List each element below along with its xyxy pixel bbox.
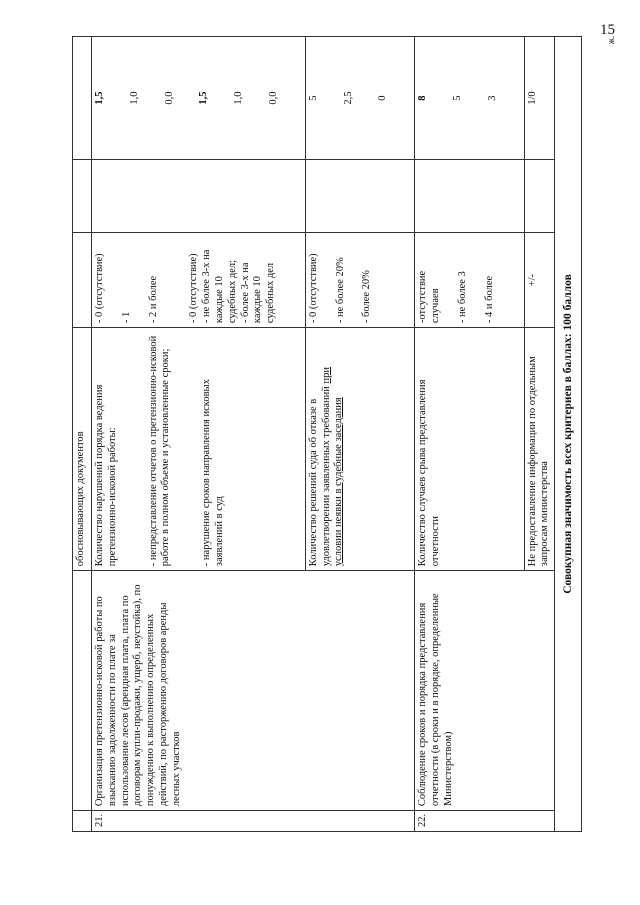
scale-cell: +/-: [524, 233, 555, 328]
scale-cell: [415, 233, 524, 328]
scale-item: - не более 3-х на каждые 10 судебных дел;: [201, 249, 238, 324]
score-value: 0: [377, 95, 389, 101]
header-cell-weight: [73, 160, 92, 233]
scale-item: - 0 (отсутствие): [94, 253, 105, 324]
score-value: 1,0: [233, 91, 245, 105]
row-number: 21.: [92, 811, 415, 832]
scale-item: - 1: [120, 311, 132, 324]
weight-cell: [92, 160, 306, 233]
score-value: 0,0: [267, 91, 279, 105]
indicator-item: - непредставление отчетов о претензионно-исковой работе в полном объеме и установленные сроки;: [147, 335, 172, 567]
table-row-21a: [92, 37, 306, 832]
score-cell: [305, 37, 414, 160]
criteria-table: [72, 36, 582, 832]
header-cell-num: [73, 811, 92, 832]
weight-cell: [415, 160, 524, 233]
header-cell-name: [73, 571, 92, 811]
score-value: 0,0: [163, 91, 175, 105]
score-value: 1/0: [524, 37, 555, 160]
scale-item: - 2 и более: [147, 275, 159, 324]
indicator-item: - нарушение сроков направления исковых заявлений в суд: [201, 379, 225, 567]
header-cell-docs: обосновывающих документов: [73, 328, 92, 571]
scale-cell: [305, 233, 414, 328]
weight-cell: [524, 160, 555, 233]
page-number: 15: [600, 22, 615, 38]
total-text: Совокупная значимость всех критериев в баллах: 100 баллов: [555, 37, 582, 832]
criterion-indicator: [92, 328, 306, 571]
score-value: 1,5: [94, 91, 105, 105]
scale-cell: [92, 233, 306, 328]
criterion-indicator: Количество решений суда об отказе в удовлетворении заявленных требований при условии неявки в судебные заседания: [305, 328, 414, 571]
criterion-indicator: Количество случаев срыва представления отчетности: [415, 328, 524, 571]
indicator-title: Количество нарушений порядка ведения претензионно-исковой работы:: [94, 384, 118, 567]
scale-item: - не более 3: [456, 271, 468, 324]
score-value: 2,5: [342, 91, 354, 105]
scale-item: - 4 и более: [483, 275, 495, 324]
criterion-name: Соблюдение сроков и порядка представления отчетности (в сроки и в порядке, определенные Министерством): [415, 571, 555, 811]
weight-cell: [305, 160, 414, 233]
scale-item: - 0 (отсутствие): [307, 253, 319, 324]
score-value: 5: [451, 95, 463, 101]
score-value: 1,5: [198, 91, 210, 105]
scale-item: - более 20%: [361, 270, 373, 324]
header-cell-score: [73, 37, 92, 160]
row-number: 22.: [415, 811, 555, 832]
score-value: 3: [486, 95, 498, 101]
total-row: [555, 37, 582, 832]
scale-item: - 0 (отсутствие): [188, 253, 200, 324]
score-cell: [92, 37, 306, 160]
corner-mark: ж.: [606, 35, 617, 45]
header-row: [73, 37, 92, 832]
score-value: 1,0: [128, 91, 140, 105]
table-row-22a: [415, 37, 524, 832]
score-value: 5: [307, 95, 319, 101]
score-value: 8: [417, 95, 429, 101]
criterion-indicator: Не предоставление информации по отдельным запросам министерства: [524, 328, 555, 571]
header-cell-scale: [73, 233, 92, 328]
scale-item: - более 3-х на каждые 10 судебных дел: [239, 262, 277, 324]
score-cell: [415, 37, 524, 160]
scale-item: - не более 20%: [334, 257, 346, 324]
rotated-table-page: [72, 36, 595, 832]
criterion-name: Организация претензионно-исковой работы по взысканию задолженности по плате за использование лесов (арендная плата, плата по договорам купли-продажи, ущерб, неустойка), по понуждению к выполнению определенных действий, по расторжению договоров аренды лесных участков: [92, 571, 415, 811]
scale-item: -отсутствие случаев: [417, 270, 441, 324]
